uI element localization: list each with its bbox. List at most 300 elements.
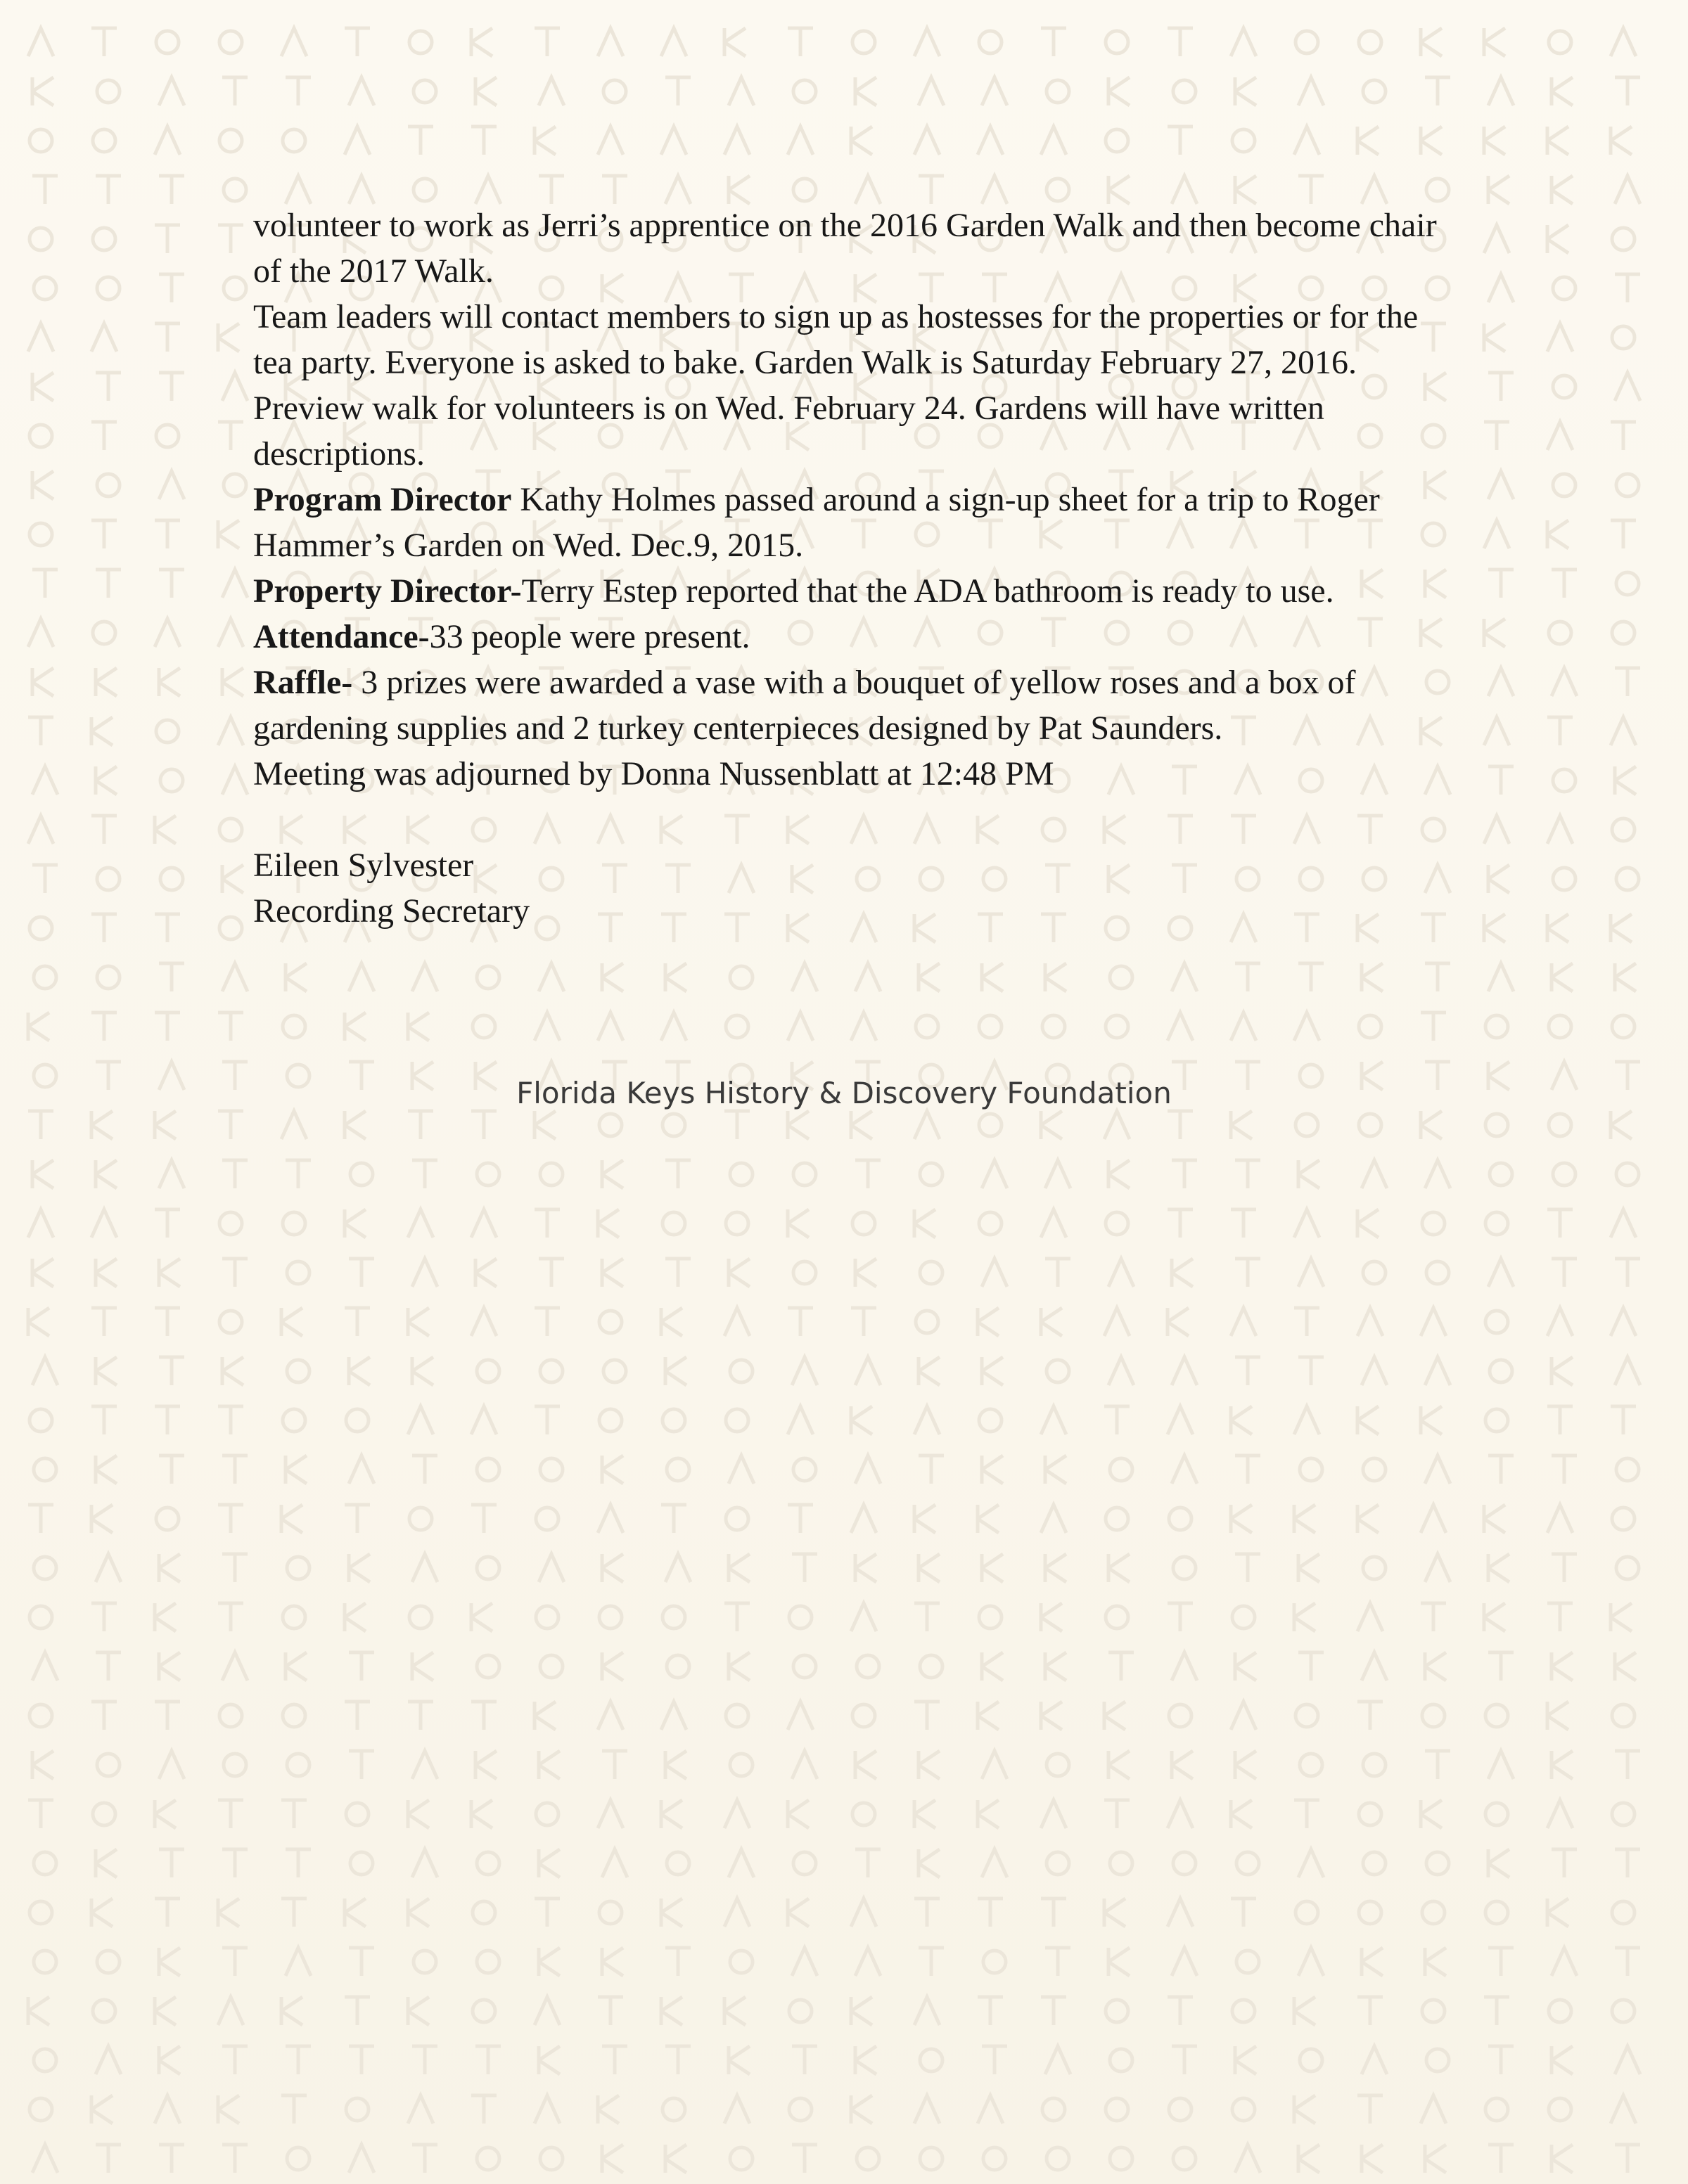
watermark-glyph — [602, 1849, 627, 1877]
watermark-glyph — [1294, 1800, 1319, 1828]
watermark-glyph — [155, 1800, 176, 1828]
watermark-glyph — [1488, 2046, 1514, 2074]
watermark-glyph — [1422, 1901, 1445, 1924]
attendance-label: Attendance- — [253, 618, 430, 655]
watermark-glyph — [539, 77, 564, 105]
watermark-glyph — [408, 1209, 433, 1238]
watermark-glyph — [914, 1603, 940, 1631]
watermark-glyph — [598, 28, 623, 56]
watermark-glyph — [1041, 1505, 1066, 1533]
watermark-glyph — [1168, 28, 1193, 56]
program-director-text: Kathy Holmes passed around a sign-up sheet for a trip to Roger Hammer’s Garden on Wed. Dec.9, 2015. — [253, 481, 1380, 564]
watermark-glyph — [156, 31, 179, 53]
watermark-glyph — [919, 1357, 940, 1385]
watermark-glyph — [1172, 176, 1197, 204]
watermark-glyph — [1357, 1603, 1383, 1631]
watermark-glyph — [730, 1163, 753, 1186]
watermark-glyph — [91, 1111, 113, 1139]
watermark-glyph — [982, 1456, 1003, 1484]
watermark-glyph — [1300, 1458, 1322, 1481]
watermark-glyph — [663, 1212, 685, 1235]
watermark-glyph — [408, 127, 433, 155]
watermark-glyph — [729, 176, 750, 204]
watermark-glyph — [28, 28, 53, 56]
watermark-glyph — [1362, 1357, 1387, 1385]
watermark-glyph — [979, 1606, 1002, 1629]
watermark-glyph — [1235, 1259, 1260, 1287]
watermark-glyph — [159, 2145, 184, 2173]
watermark-glyph — [1611, 1603, 1632, 1631]
watermark-glyph — [1615, 766, 1636, 795]
watermark-glyph — [857, 1655, 879, 1678]
watermark-glyph — [730, 1360, 753, 1382]
watermark-glyph — [412, 1160, 437, 1188]
watermark-glyph — [1552, 570, 1577, 598]
watermark-glyph — [219, 917, 242, 939]
watermark-glyph — [729, 1456, 754, 1484]
paragraph-team-leaders: Team leaders will contact members to sign up as hostesses for the properties or for the tea party. Everyone is asked to bake. Garden Walk is Saturday February 27, 2016. Preview walk for volunteers is on Wed. February 24. Gardens will have written descriptions. — [253, 298, 1419, 473]
watermark-glyph — [222, 1456, 248, 1484]
watermark-glyph — [473, 1901, 495, 1924]
watermark-glyph — [730, 966, 753, 989]
paragraph-attendance — [253, 614, 1463, 660]
watermark-glyph — [855, 176, 881, 204]
watermark-glyph — [346, 1409, 369, 1432]
watermark-glyph — [1553, 375, 1575, 398]
watermark-glyph — [91, 28, 117, 56]
watermark-glyph — [1104, 1308, 1130, 1336]
watermark-glyph — [919, 1849, 940, 1877]
watermark-glyph — [1422, 1704, 1445, 1727]
watermark-glyph — [1615, 77, 1640, 105]
watermark-glyph — [281, 1800, 307, 1828]
watermark-glyph — [155, 520, 180, 548]
watermark-glyph — [32, 1259, 53, 1287]
watermark-glyph — [1045, 1160, 1070, 1188]
watermark-glyph — [155, 816, 176, 844]
watermark-glyph — [539, 1554, 564, 1582]
watermark-glyph — [1363, 1458, 1386, 1481]
watermark-glyph — [1294, 1406, 1319, 1434]
watermark-glyph — [222, 1652, 248, 1681]
watermark-glyph — [1484, 28, 1505, 56]
signature-name: Eileen Sylvester — [253, 847, 474, 884]
watermark-glyph — [91, 914, 117, 942]
watermark-glyph — [286, 1652, 307, 1681]
watermark-glyph — [919, 1554, 940, 1582]
watermark-glyph — [1362, 1652, 1387, 1681]
watermark-glyph — [91, 1308, 117, 1336]
watermark-glyph — [159, 1554, 180, 1582]
watermark-glyph — [34, 1557, 56, 1579]
watermark-glyph — [1108, 1160, 1130, 1188]
watermark-glyph — [471, 1308, 497, 1336]
watermark-glyph — [96, 1160, 117, 1188]
watermark-glyph — [1488, 176, 1509, 204]
watermark-glyph — [1547, 225, 1568, 253]
watermark-glyph — [1488, 865, 1509, 893]
watermark-glyph — [1616, 1163, 1639, 1186]
watermark-glyph — [222, 1160, 248, 1188]
watermark-glyph — [851, 1603, 876, 1631]
watermark-glyph — [1041, 1800, 1066, 1828]
watermark-glyph — [1172, 1948, 1197, 1976]
watermark-glyph — [540, 2147, 563, 2170]
watermark-glyph — [159, 1948, 180, 1976]
watermark-glyph — [1552, 1751, 1573, 1779]
watermark-glyph — [665, 2145, 686, 2173]
watermark-glyph — [91, 520, 117, 548]
watermark-glyph — [471, 127, 497, 155]
watermark-glyph — [788, 1209, 809, 1238]
watermark-glyph — [851, 1505, 876, 1533]
watermark-glyph — [1615, 2046, 1640, 2074]
watermark-glyph — [788, 1308, 813, 1336]
watermark-glyph — [28, 816, 53, 844]
watermark-glyph — [789, 2098, 812, 2121]
watermark-glyph — [1298, 1554, 1319, 1582]
watermark-glyph — [982, 1259, 1007, 1287]
watermark-glyph — [1611, 717, 1636, 745]
watermark-glyph — [1172, 1259, 1193, 1287]
watermark-glyph — [30, 2098, 52, 2121]
watermark-glyph — [1363, 1557, 1386, 1579]
watermark-glyph — [602, 1554, 623, 1582]
watermark-glyph — [96, 1456, 117, 1484]
watermark-glyph — [661, 1308, 682, 1336]
watermark-glyph — [475, 176, 501, 204]
watermark-glyph — [1425, 1652, 1446, 1681]
watermark-glyph — [1235, 176, 1256, 204]
watermark-glyph — [979, 1409, 1002, 1432]
watermark-glyph — [1488, 1751, 1514, 1779]
watermark-glyph — [855, 1751, 876, 1779]
watermark-glyph — [1425, 963, 1450, 991]
watermark-glyph — [978, 127, 1003, 155]
watermark-glyph — [1045, 1259, 1070, 1287]
watermark-glyph — [412, 1652, 433, 1681]
watermark-glyph — [724, 1800, 750, 1828]
paragraph-program-director — [253, 477, 1463, 568]
watermark-glyph — [219, 1704, 242, 1727]
watermark-glyph — [539, 1948, 560, 1976]
watermark-glyph — [156, 720, 179, 743]
watermark-glyph — [1108, 1751, 1130, 1779]
watermark-glyph — [93, 228, 115, 250]
watermark-glyph — [1547, 816, 1573, 844]
watermark-glyph — [1042, 1015, 1065, 1038]
watermark-glyph — [1172, 1751, 1193, 1779]
watermark-glyph — [96, 2046, 121, 2074]
watermark-glyph — [1294, 2095, 1315, 2124]
watermark-glyph — [28, 717, 53, 745]
watermark-glyph — [1045, 1554, 1066, 1582]
watermark-glyph — [914, 1209, 935, 1238]
watermark-glyph — [1488, 1849, 1509, 1877]
watermark-glyph — [599, 1409, 622, 1432]
watermark-glyph — [1235, 2046, 1256, 2074]
watermark-glyph — [602, 1751, 627, 1779]
watermark-glyph — [475, 77, 497, 105]
watermark-glyph — [471, 1505, 497, 1533]
watermark-glyph — [32, 373, 53, 401]
watermark-glyph — [1615, 1751, 1640, 1779]
watermark-glyph — [34, 1458, 56, 1481]
watermark-glyph — [1553, 1163, 1575, 1186]
watermark-glyph — [979, 1212, 1002, 1235]
watermark-glyph — [540, 1163, 563, 1186]
watermark-glyph — [30, 1901, 52, 1924]
watermark-glyph — [1168, 1800, 1193, 1828]
watermark-glyph — [914, 1997, 940, 2025]
watermark-glyph — [598, 127, 623, 155]
watermark-glyph — [1421, 1111, 1442, 1139]
watermark-glyph — [34, 1951, 56, 1973]
watermark-glyph — [1231, 1209, 1256, 1238]
watermark-glyph — [1421, 127, 1442, 155]
watermark-glyph — [28, 1111, 53, 1139]
watermark-glyph — [155, 1111, 176, 1139]
signature-block — [253, 842, 1463, 934]
watermark-glyph — [598, 1800, 623, 1828]
watermark-glyph — [1294, 127, 1319, 155]
watermark-glyph — [536, 1508, 558, 1530]
watermark-glyph — [475, 1259, 497, 1287]
watermark-glyph — [535, 2095, 560, 2124]
watermark-glyph — [726, 1409, 748, 1432]
watermark-glyph — [1553, 277, 1575, 300]
watermark-glyph — [851, 1997, 872, 2025]
watermark-glyph — [155, 914, 180, 942]
watermark-glyph — [982, 963, 1003, 991]
watermark-glyph — [1231, 1899, 1256, 1927]
watermark-glyph — [477, 1163, 499, 1186]
watermark-glyph — [91, 1406, 117, 1434]
watermark-glyph — [982, 2046, 1007, 2074]
watermark-glyph — [852, 1212, 875, 1235]
watermark-glyph — [724, 1308, 750, 1336]
watermark-glyph — [1549, 1114, 1571, 1136]
watermark-glyph — [96, 1652, 121, 1681]
watermark-glyph — [857, 2147, 879, 2170]
watermark-glyph — [471, 1111, 497, 1139]
watermark-glyph — [34, 1852, 56, 1875]
watermark-glyph — [1488, 766, 1514, 795]
watermark-glyph — [598, 1013, 623, 1041]
paragraph-property-director — [253, 568, 1463, 614]
watermark-glyph — [91, 1209, 117, 1238]
watermark-glyph — [851, 2095, 872, 2124]
watermark-glyph — [1612, 228, 1635, 250]
watermark-glyph — [1547, 1209, 1573, 1238]
watermark-glyph — [222, 2145, 248, 2173]
watermark-glyph — [159, 274, 184, 302]
watermark-glyph — [408, 1800, 429, 1828]
watermark-glyph — [30, 228, 52, 250]
watermark-glyph — [414, 1951, 436, 1973]
watermark-glyph — [1421, 1505, 1446, 1533]
watermark-glyph — [661, 1013, 686, 1041]
watermark-glyph — [982, 77, 1007, 105]
watermark-glyph — [792, 1357, 817, 1385]
watermark-glyph — [1484, 127, 1505, 155]
watermark-glyph — [93, 1803, 115, 1825]
watermark-glyph — [982, 1849, 1007, 1877]
watermark-glyph — [1296, 1704, 1318, 1727]
watermark-glyph — [1172, 1357, 1197, 1385]
watermark-glyph — [32, 668, 53, 696]
watermark-glyph — [97, 966, 120, 989]
watermark-glyph — [1232, 2098, 1255, 2121]
watermark-glyph — [661, 1997, 682, 2025]
watermark-glyph — [792, 2046, 817, 2074]
watermark-glyph — [1106, 1015, 1128, 1038]
watermark-glyph — [665, 77, 691, 105]
watermark-glyph — [471, 1800, 492, 1828]
watermark-glyph — [1298, 1357, 1324, 1385]
watermark-glyph — [222, 570, 248, 598]
watermark-glyph — [159, 1357, 184, 1385]
property-director-text: Terry Estep reported that the ADA bathroom is ready to use. — [521, 572, 1334, 610]
watermark-glyph — [665, 2046, 691, 2074]
watermark-glyph — [1294, 1209, 1319, 1238]
watermark-glyph — [222, 2046, 248, 2074]
watermark-glyph — [978, 1702, 999, 1730]
watermark-glyph — [93, 622, 115, 644]
watermark-glyph — [914, 2095, 940, 2124]
watermark-glyph — [855, 1554, 876, 1582]
watermark-glyph — [414, 179, 436, 201]
watermark-glyph — [1612, 1803, 1635, 1825]
watermark-glyph — [30, 129, 52, 152]
watermark-glyph — [1047, 1754, 1069, 1776]
watermark-glyph — [1294, 1013, 1319, 1041]
watermark-glyph — [408, 1899, 429, 1927]
watermark-glyph — [914, 1702, 940, 1730]
watermark-glyph — [28, 1505, 53, 1533]
watermark-glyph — [159, 1751, 184, 1779]
watermark-glyph — [1611, 28, 1636, 56]
watermark-glyph — [663, 1114, 685, 1136]
watermark-glyph — [1549, 1015, 1571, 1038]
watermark-glyph — [602, 1652, 623, 1681]
watermark-glyph — [159, 471, 184, 499]
watermark-glyph — [1042, 2098, 1065, 2121]
watermark-glyph — [1106, 2000, 1128, 2022]
watermark-glyph — [155, 2095, 180, 2124]
watermark-glyph — [97, 80, 120, 103]
watermark-glyph — [91, 1603, 117, 1631]
watermark-glyph — [96, 1849, 117, 1877]
watermark-glyph — [1294, 1505, 1315, 1533]
watermark-glyph — [1298, 963, 1324, 991]
watermark-glyph — [920, 1163, 942, 1186]
watermark-glyph — [1484, 717, 1509, 745]
watermark-glyph — [919, 77, 944, 105]
watermark-glyph — [345, 1603, 366, 1631]
watermark-glyph — [598, 1702, 623, 1730]
watermark-glyph — [155, 1702, 180, 1730]
watermark-glyph — [1173, 1557, 1196, 1579]
watermark-glyph — [1485, 1704, 1508, 1727]
watermark-glyph — [730, 2147, 753, 2170]
watermark-glyph — [1547, 1899, 1568, 1927]
watermark-glyph — [1552, 2145, 1573, 2173]
watermark-glyph — [1488, 2145, 1514, 2173]
watermark-glyph — [477, 966, 499, 989]
watermark-glyph — [412, 1849, 437, 1877]
watermark-glyph — [793, 179, 816, 201]
watermark-glyph — [345, 1997, 370, 2025]
watermark-glyph — [287, 1557, 309, 1579]
watermark-glyph — [1488, 471, 1514, 499]
watermark-glyph — [789, 2000, 812, 2022]
watermark-glyph — [540, 1360, 563, 1382]
watermark-glyph — [159, 1160, 184, 1188]
watermark-glyph — [729, 1554, 750, 1582]
watermark-glyph — [914, 1406, 940, 1434]
watermark-glyph — [539, 1259, 564, 1287]
watermark-glyph — [224, 474, 246, 496]
watermark-glyph — [1485, 1015, 1508, 1038]
watermark-glyph — [34, 2049, 56, 2071]
watermark-glyph — [1300, 1754, 1322, 1776]
watermark-glyph — [30, 1409, 52, 1432]
watermark-glyph — [219, 129, 242, 152]
watermark-glyph — [1231, 1800, 1252, 1828]
watermark-glyph — [345, 1111, 366, 1139]
watermark-glyph — [473, 1015, 495, 1038]
paragraph-raffle — [253, 660, 1463, 751]
watermark-glyph — [32, 865, 58, 893]
watermark-glyph — [535, 127, 556, 155]
watermark-glyph — [96, 668, 117, 696]
watermark-glyph — [539, 1849, 560, 1877]
watermark-glyph — [983, 1951, 1006, 1973]
watermark-glyph — [1362, 963, 1383, 991]
watermark-glyph — [159, 570, 184, 598]
watermark-glyph — [412, 2145, 437, 2173]
watermark-glyph — [979, 1015, 1002, 1038]
watermark-glyph — [1110, 2147, 1132, 2170]
watermark-glyph — [978, 1997, 1003, 2025]
watermark-glyph — [1298, 77, 1324, 105]
watermark-glyph — [599, 1114, 622, 1136]
watermark-glyph — [222, 1357, 243, 1385]
watermark-glyph — [283, 1015, 305, 1038]
watermark-glyph — [32, 176, 58, 204]
watermark-glyph — [30, 1606, 52, 1629]
watermark-glyph — [661, 1800, 682, 1828]
watermark-glyph — [345, 127, 370, 155]
watermark-glyph — [1362, 1948, 1383, 1976]
watermark-glyph — [1106, 1606, 1128, 1629]
watermark-glyph — [408, 1013, 429, 1041]
watermark-glyph — [667, 1458, 689, 1481]
watermark-glyph — [1168, 1111, 1193, 1139]
watermark-glyph — [28, 1997, 49, 2025]
watermark-glyph — [851, 1406, 872, 1434]
watermark-glyph — [1296, 31, 1318, 53]
watermark-glyph — [1422, 1212, 1445, 1235]
watermark-glyph — [1235, 1554, 1260, 1582]
watermark-glyph — [349, 77, 374, 105]
watermark-glyph — [1108, 1948, 1130, 1976]
watermark-glyph — [155, 1899, 180, 1927]
watermark-glyph — [919, 176, 944, 204]
watermark-glyph — [155, 1406, 180, 1434]
watermark-glyph — [96, 176, 121, 204]
